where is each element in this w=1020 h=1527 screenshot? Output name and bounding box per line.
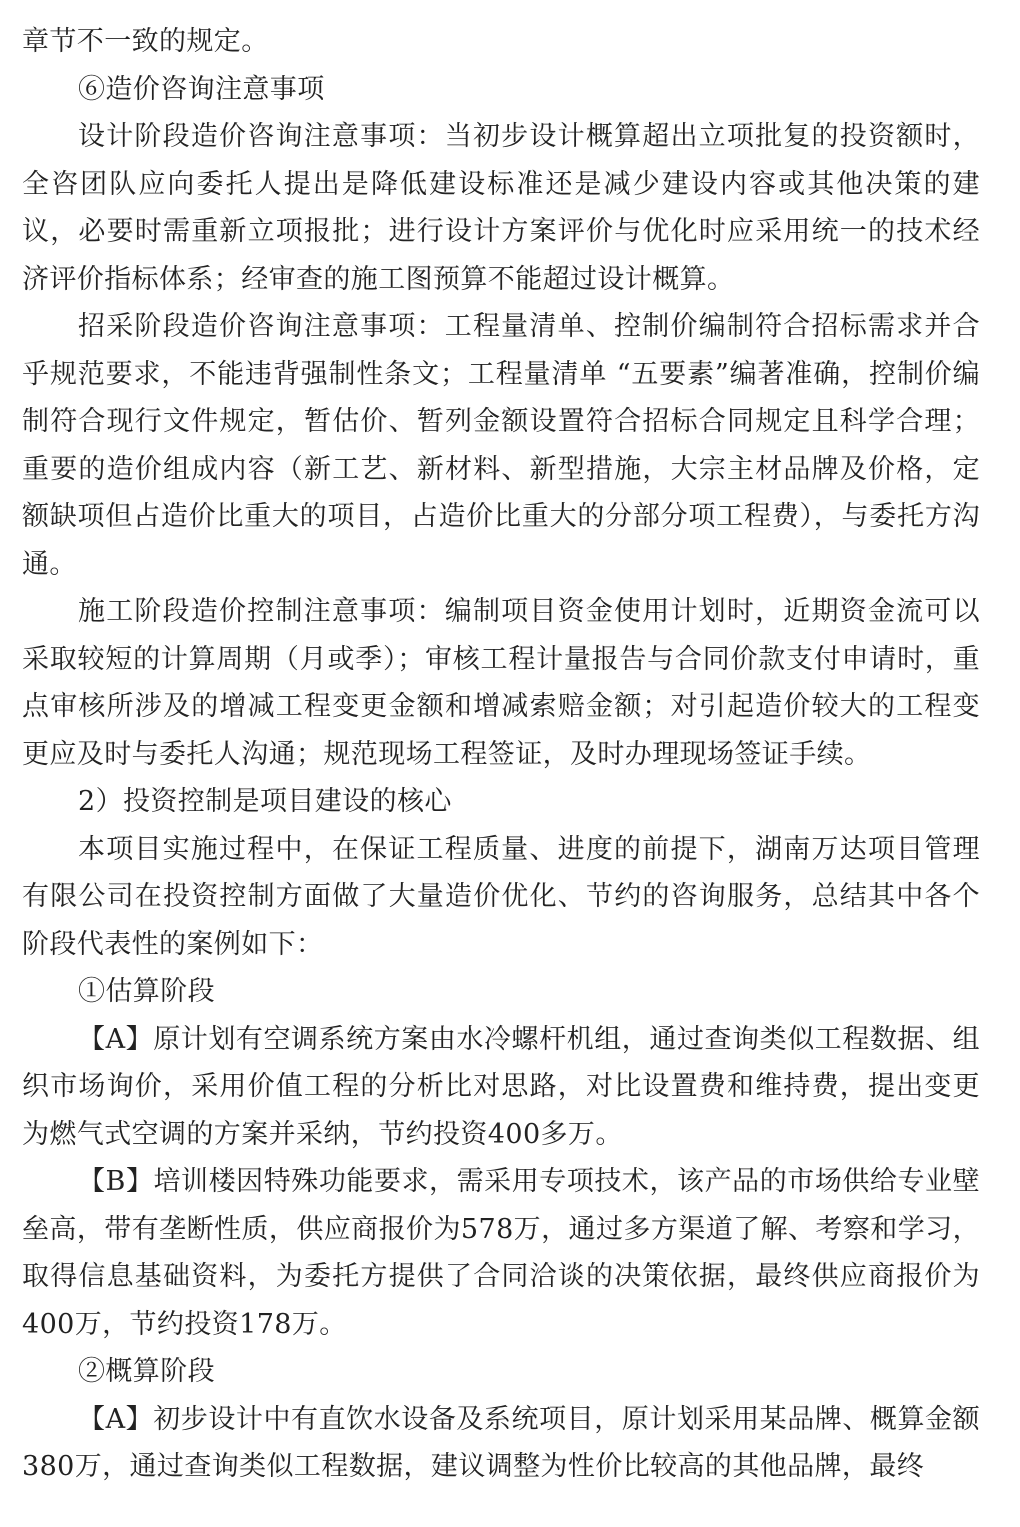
paragraph-procurement-stage: 招采阶段造价咨询注意事项：工程量清单、控制价编制符合招标需求并合乎规范要求，不能违背强制性条文；工程量清单 “五要素”编著准确，控制价编制符合现行文件规定，暂估价、暂列金额设置符合招标合同规定且科学合理；重要的造价组成内容（新工艺、新材料、新型措施，大宗主材品牌及价格，定额缺项但占造价比重大的项目，占造价比重大的分部分项工程费），与委托方沟通。	[22, 311, 980, 580]
heading-estimate-stage: ①估算阶段	[78, 976, 215, 1007]
paragraph-continuation: 章节不一致的规定。	[22, 26, 269, 57]
heading-investment-control: 2）投资控制是项目建设的核心	[78, 786, 452, 817]
paragraph-case-b-estimate: 【B】培训楼因特殊功能要求，需采用专项技术，该产品的市场供给专业壁垒高，带有垄断性质，供应商报价为578万，通过多方渠道了解、考察和学习，取得信息基础资料，为委托方提供了合同洽谈的决策依据，最终供应商报价为400万，节约投资178万。	[22, 1166, 980, 1340]
paragraph-construction-stage: 施工阶段造价控制注意事项：编制项目资金使用计划时，近期资金流可以采取较短的计算周期（月或季）；审核工程计量报告与合同价款支付申请时，重点审核所涉及的增减工程变更金额和增减索赔金额；对引起造价较大的工程变更应及时与委托人沟通；规范现场工程签证，及时办理现场签证手续。	[22, 596, 980, 770]
heading-cost-consulting-notes: ⑥造价咨询注意事项	[78, 73, 325, 105]
paragraph-case-a-budget: 【A】初步设计中有直饮水设备及系统项目，原计划采用某品牌、概算金额380万，通过查询类似工程数据，建议调整为性价比较高的其他品牌，最终	[22, 1403, 980, 1482]
paragraph-project-summary: 本项目实施过程中，在保证工程质量、进度的前提下，湖南万达项目管理有限公司在投资控制方面做了大量造价优化、节约的咨询服务，总结其中各个阶段代表性的案例如下：	[22, 833, 980, 960]
paragraph-case-a-estimate: 【A】原计划有空调系统方案由水冷螺杆机组，通过查询类似工程数据、组织市场询价，采用价值工程的分析比对思路，对比设置费和维持费，提出变更为燃气式空调的方案并采纳，节约投资400多万。	[22, 1023, 980, 1150]
heading-budget-stage: ②概算阶段	[78, 1356, 215, 1387]
paragraph-design-stage: 设计阶段造价咨询注意事项：当初步设计概算超出立项批复的投资额时，全咨团队应向委托人提出是降低建设标准还是减少建设内容或其他决策的建议，必要时需重新立项报批；进行设计方案评价与优化时应采用统一的技术经济评价指标体系；经审查的施工图预算不能超过设计概算。	[22, 121, 980, 295]
